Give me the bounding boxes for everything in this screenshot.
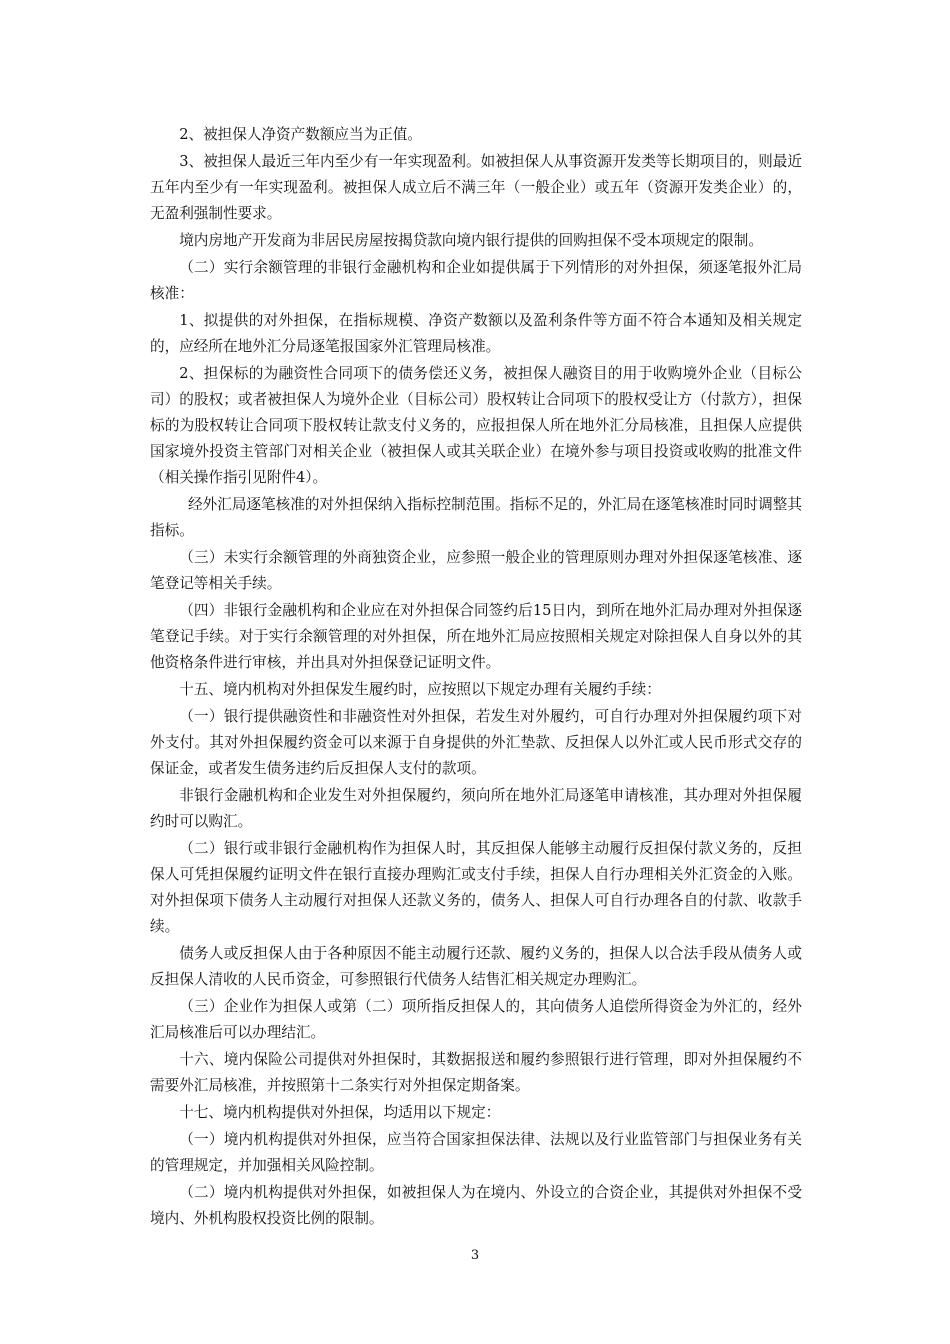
paragraph: （二）境内机构提供对外担保，如被担保人为在境内、外设立的合资企业，其提供对外担保不受境内、外机构股权投资比例的限制。 (150, 1184, 802, 1227)
paragraph: 经外汇局逐笔核准的对外担保纳入指标控制范围。指标不足的，外汇局在逐笔核准时同时调整其指标。 (150, 496, 802, 539)
paragraph: 十五、境内机构对外担保发生履约时，应按照以下规定办理有关履约手续： (179, 681, 661, 698)
paragraph: （二）银行或非银行金融机构作为担保人时，其反担保人能够主动履行反担保付款义务的，反担保人可凭担保履约证明文件在银行直接办理购汇或支付手续，担保人自行办理相关外汇资金的入账。对外担保项下债务人主动履行对担保人还款义务的，债务人、担保人可自行办理各自的付款、收款手续。 (150, 840, 802, 935)
page-number: 3 (470, 1248, 480, 1263)
paragraph: （三）企业作为担保人或第（二）项所指反担保人的，其向债务人追偿所得资金为外汇的，经外汇局核准后可以办理结汇。 (150, 998, 802, 1041)
paragraph: 非银行金融机构和企业发生对外担保履约，须向所在地外汇局逐笔申请核准，其办理对外担保履约时可以购汇。 (150, 787, 802, 830)
paragraph: 境内房地产开发商为非居民房屋按揭贷款向境内银行提供的回购担保不受本项规定的限制。 (179, 232, 763, 249)
paragraph: （一）境内机构提供对外担保，应当符合国家担保法律、法规以及行业监管部门与担保业务有关的管理规定，并加强相关风险控制。 (150, 1131, 802, 1174)
paragraph: 2、担保标的为融资性合同项下的债务偿还义务，被担保人融资目的用于收购境外企业（目标公司）的股权；或者被担保人为境外企业（目标公司）股权转让合同项下的股权受让方（付款方），担保标的为股权转让合同项下股权转让款支付义务的，应报担保人所在地外汇分局核准，且担保人应提供国家境外投资主管部门对相关企业（被担保人或其关联企业）在境外参与项目投资或收购的批准文件（相关操作指引见附件4）。 (150, 365, 802, 486)
paragraph: 1、拟提供的对外担保，在指标规模、净资产数额以及盈利条件等方面不符合本通知及相关规定的，应经所在地外汇分局逐笔报国家外汇管理局核准。 (150, 312, 802, 355)
paragraph: 十七、境内机构提供对外担保，均适用以下规定： (179, 1104, 501, 1121)
paragraph: （四）非银行金融机构和企业应在对外担保合同签约后15日内，到所在地外汇局办理对外担保逐笔登记手续。对于实行余额管理的对外担保，所在地外汇局应按照相关规定对除担保人自身以外的其他资格条件进行审核，并出具对外担保登记证明文件。 (150, 602, 802, 671)
paragraph: 3、被担保人最近三年内至少有一年实现盈利。如被担保人从事资源开发类等长期项目的，则最近五年内至少有一年实现盈利。被担保人成立后不满三年（一般企业）或五年（资源开发类企业）的，无盈利强制性要求。 (150, 153, 802, 222)
paragraph: 债务人或反担保人由于各种原因不能主动履行还款、履约义务的，担保人以合法手段从债务人或反担保人清收的人民币资金，可参照银行代债务人结售汇相关规定办理购汇。 (150, 945, 802, 988)
paragraph: （一）银行提供融资性和非融资性对外担保，若发生对外履约，可自行办理对外担保履约项下对外支付。其对外担保履约资金可以来源于自身提供的外汇垫款、反担保人以外汇或人民币形式交存的保证金，或者发生债务违约后反担保人支付的款项。 (150, 708, 802, 777)
paragraph: 2、被担保人净资产数额应当为正值。 (179, 126, 422, 143)
paragraph: 十六、境内保险公司提供对外担保时，其数据报送和履约参照银行进行管理，即对外担保履约不需要外汇局核准，并按照第十二条实行对外担保定期备案。 (150, 1051, 802, 1094)
paragraph: （二）实行余额管理的非银行金融机构和企业如提供属于下列情形的对外担保，须逐笔报外汇局核准： (150, 259, 802, 302)
paragraph: （三）未实行余额管理的外商独资企业，应参照一般企业的管理原则办理对外担保逐笔核准、逐笔登记等相关手续。 (150, 549, 802, 592)
document-body (150, 122, 802, 1233)
